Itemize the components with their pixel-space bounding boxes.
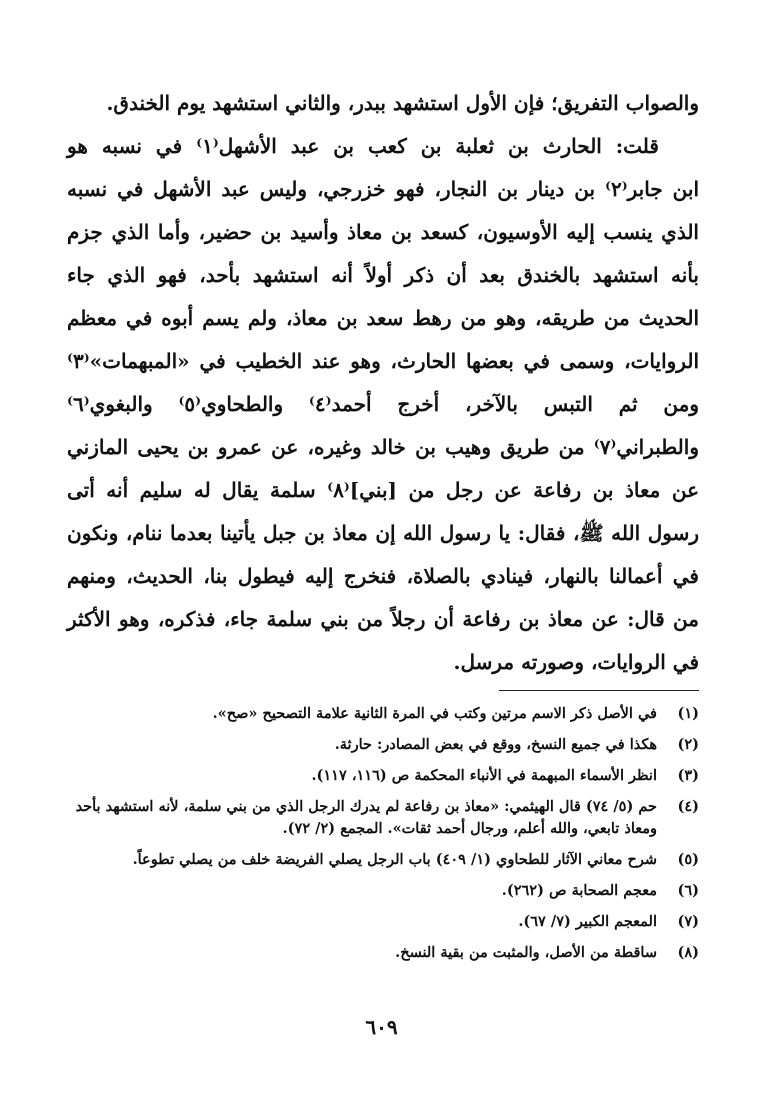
footnote <box>59 796 699 840</box>
footnote-text: ساقطة من الأصل، والمثبت من بقية النسخ. <box>395 944 657 961</box>
footnote-number: (٢) <box>677 736 699 753</box>
footnote-text: في الأصل ذكر الاسم مرتين وكتب في المرة الثانية علامة التصحيح «صح». <box>212 705 657 722</box>
footnote-number: (٧) <box>677 913 699 930</box>
footnote-number: (٤) <box>677 798 699 815</box>
footnote <box>59 849 699 871</box>
footnote-number: (٦) <box>677 882 699 899</box>
footnote-separator <box>499 690 699 691</box>
main-text-line: رسول الله ﷺ، فقال: يا رسول الله إن معاذ بن جبل يأتينا بعدما ننام، ونكون <box>67 521 699 545</box>
footnote-number: (١) <box>677 705 699 722</box>
footnote-text: شرح معاني الآثار للطحاوي (١/ ٤٠٩) باب الرجل يصلي الفريضة خلف من يصلي تطوعاً. <box>132 851 657 868</box>
main-text-line: ومن ثم التبس بالآخر، أخرج أحمد⁽٤⁾ والطحاوي⁽٥⁾ والبغوي⁽٦⁾ <box>67 392 699 416</box>
main-text-line: في أعمالنا بالنهار، فينادي بالصلاة، فنخرج إليه فيطول بنا، الحديث، ومنهم <box>67 564 699 588</box>
main-text-line: في الروايات، وصورته مرسل. <box>453 650 699 674</box>
main-text-line: عن معاذ بن رفاعة عن رجل من [بني]⁽٨⁾ سلمة يقال له سليم أنه أتى <box>67 478 700 502</box>
main-text-body <box>67 82 699 684</box>
main-text-line: والطبراني⁽٧⁾ من طريق وهيب بن خالد وغيره، عن عمرو بن يحيى المازني <box>67 435 699 459</box>
main-text-line: الحديث من طريقه، وهو من رهط سعد بن معاذ، ولم يسم أبوه في معظم <box>67 306 699 330</box>
main-text-line: قلت: الحارث بن ثعلبة بن كعب بن عبد الأشهل⁽١⁾ في نسبه هو <box>67 134 659 158</box>
main-text-line: والصواب التفريق؛ فإن الأول استشهد ببدر، والثاني استشهد يوم الخندق. <box>106 91 699 115</box>
footnote <box>59 911 699 933</box>
footnote <box>59 942 699 964</box>
footnote-text: المعجم الكبير (٧/ ٦٧). <box>518 913 657 930</box>
footnote-number: (٨) <box>677 944 699 961</box>
footnote <box>59 880 699 902</box>
footnote-number: (٥) <box>677 851 699 868</box>
footnote <box>59 765 699 787</box>
footnote-number: (٣) <box>677 767 699 784</box>
footnote-text: حم (٥/ ٧٤) قال الهيثمي: «معاذ بن رفاعة لم يدرك الرجل الذي من بني سلمة، لأنه استشهد بأحد ومعاذ تابعي، والله أعلم، ورجال أحمد ثقات». المجمع (٢/ ٧٢). <box>75 798 657 837</box>
footnote-text: هكذا في جميع النسخ، ووقع في بعض المصادر: حارثة. <box>334 736 657 753</box>
footnote <box>59 734 699 756</box>
footnote <box>59 703 699 725</box>
main-text-line: ابن جابر⁽٢⁾ بن دينار بن النجار، فهو خزرجي، وليس عبد الأشهل في نسبه <box>67 177 699 201</box>
main-text-line: الذي ينسب إليه الأوسيون، كسعد بن معاذ وأسيد بن حضير، وأما الذي جزم <box>67 220 699 244</box>
main-text-line: الروايات، وسمى في بعضها الحارث، وهو عند الخطيب في «المبهمات»⁽٣⁾ <box>67 349 699 373</box>
footnotes <box>59 703 699 973</box>
footnote-text: انظر الأسماء المبهمة في الأنباء المحكمة ص (١١٦، ١١٧). <box>311 767 657 784</box>
main-text-line: بأنه استشهد بالخندق بعد أن ذكر أولاً أنه استشهد بأحد، فهو الذي جاء <box>67 263 699 287</box>
page-number: ٦٠٩ <box>365 1015 398 1039</box>
footnote-text: معجم الصحابة ص (٢٦٢). <box>501 882 657 899</box>
main-text-line: من قال: عن معاذ بن رفاعة أن رجلاً من بني سلمة جاء، فذكره، وهو الأكثر <box>67 607 699 631</box>
